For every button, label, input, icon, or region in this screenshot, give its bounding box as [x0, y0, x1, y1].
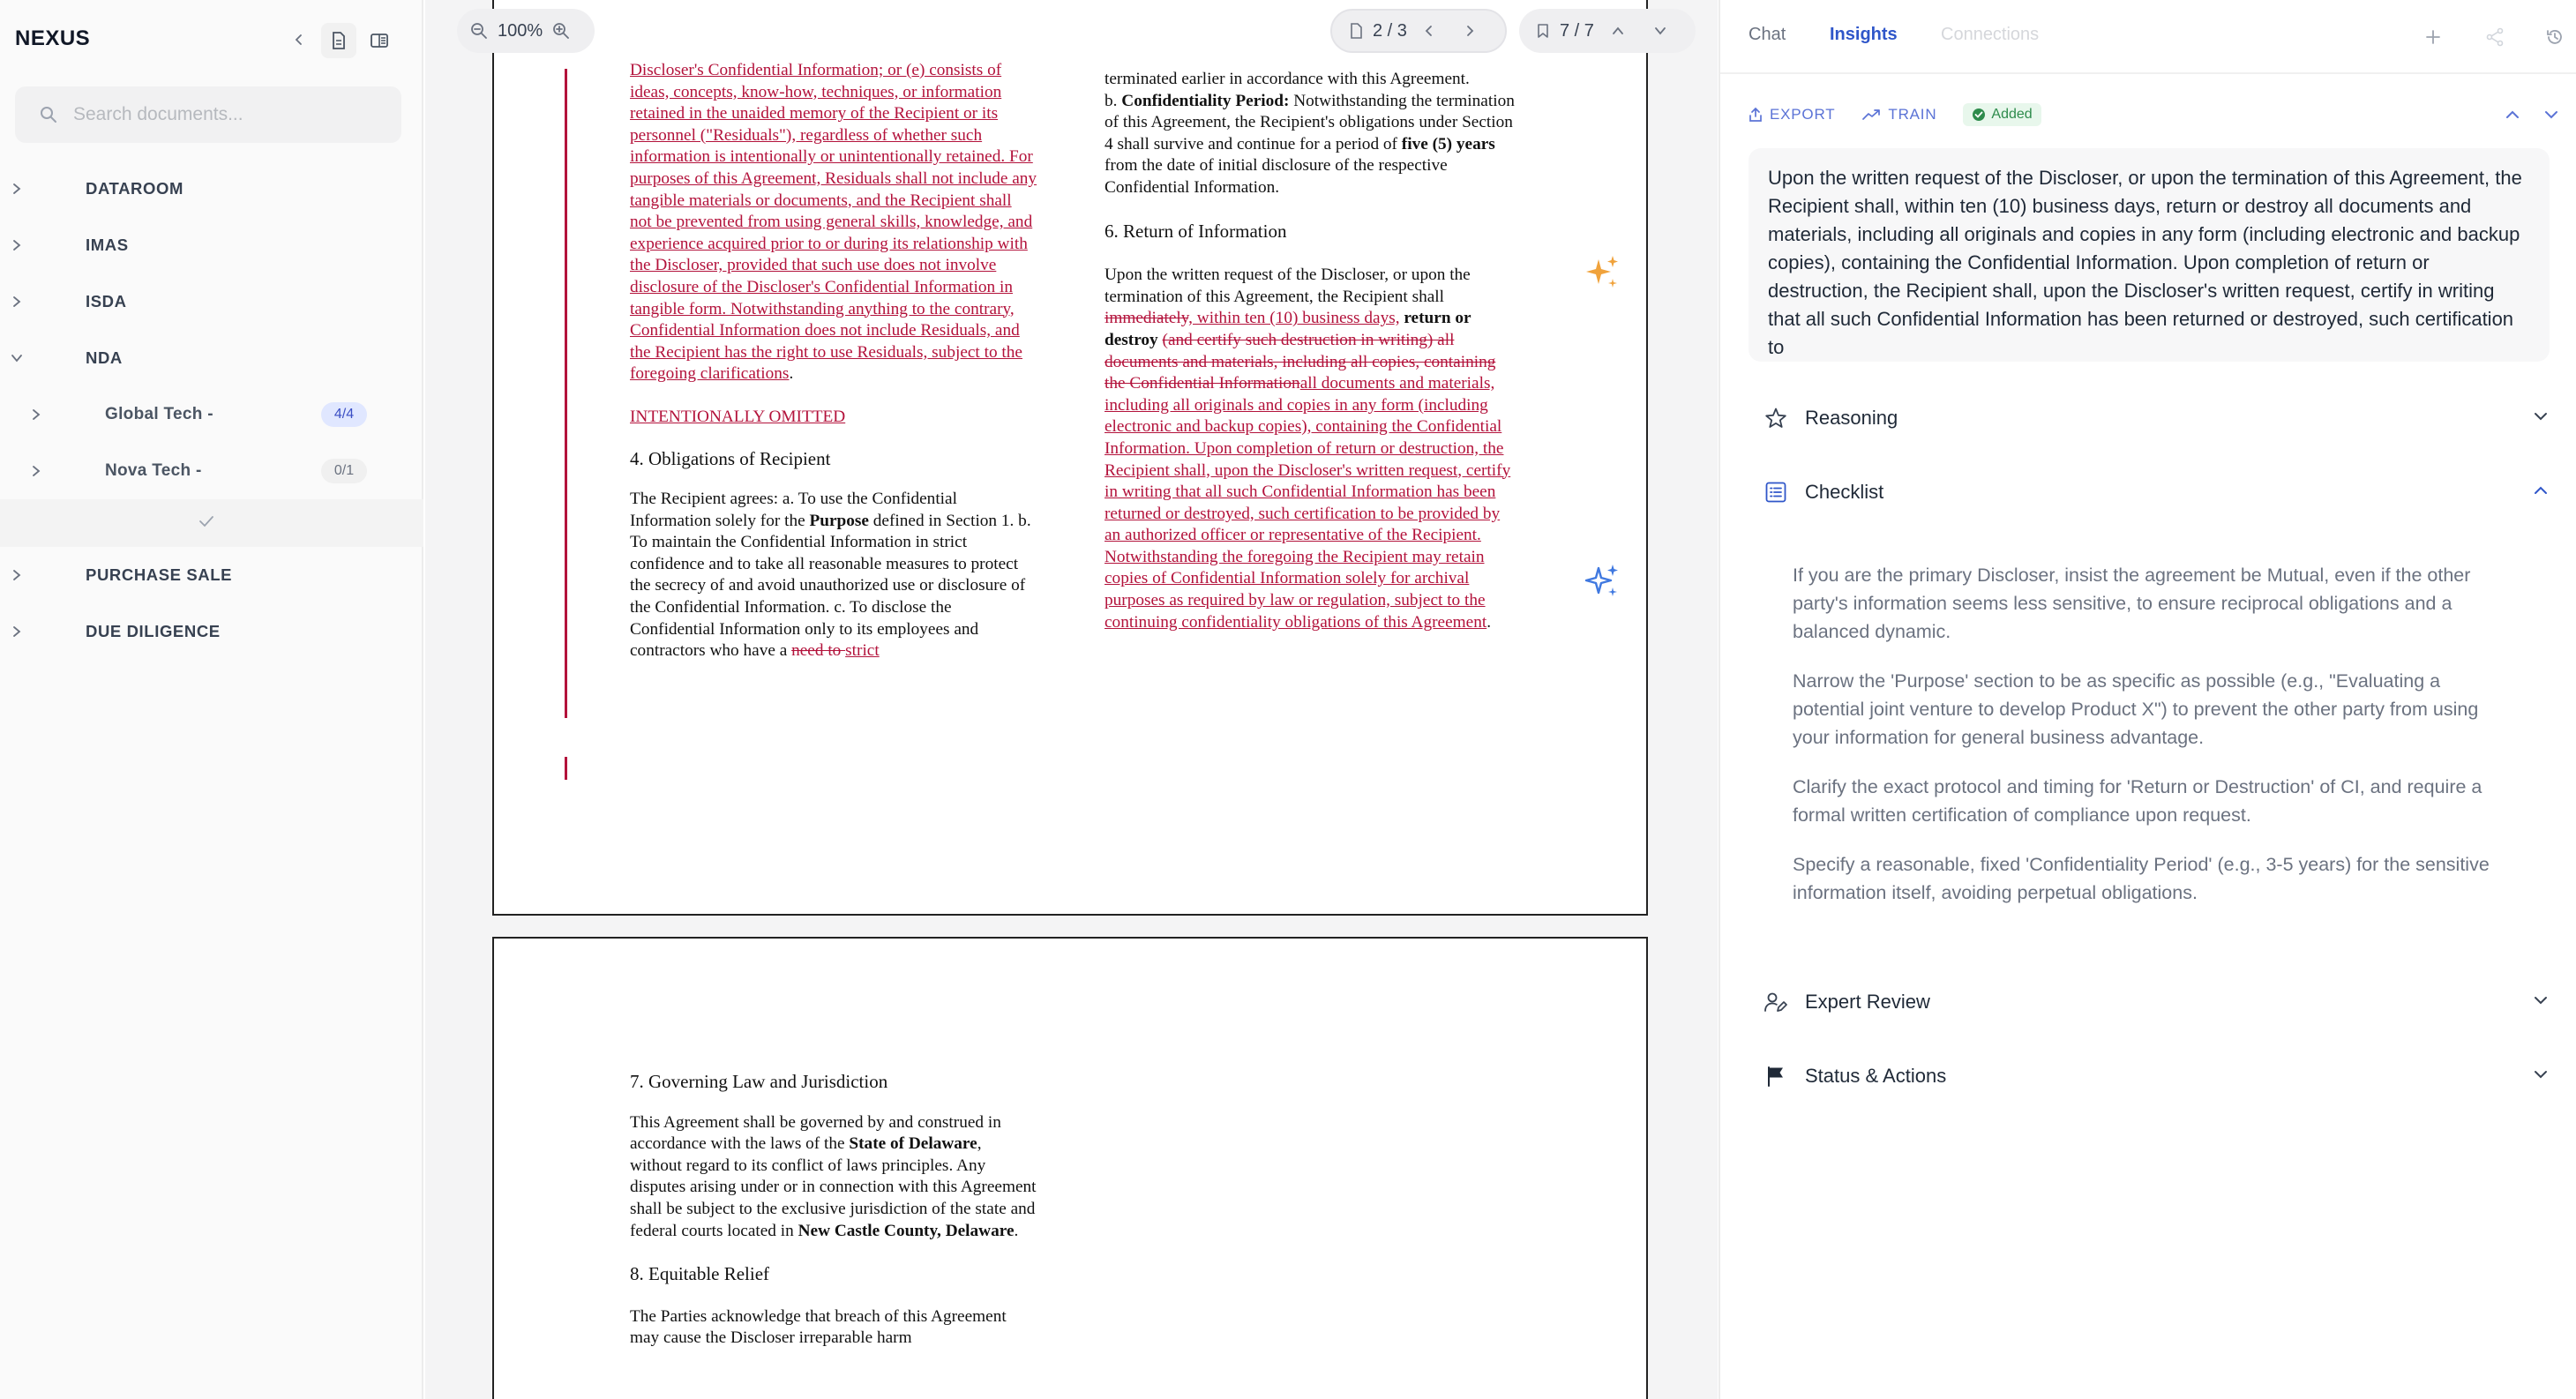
- tab-connections[interactable]: Connections: [1941, 25, 2040, 44]
- document-tree: [0, 161, 423, 660]
- checklist: [1793, 561, 2498, 928]
- search-box[interactable]: [15, 86, 401, 143]
- chevron-right-icon: [7, 622, 26, 641]
- zoom-level: 100%: [498, 20, 543, 41]
- column-left: [630, 1071, 1037, 1350]
- history-icon: [2545, 27, 2565, 47]
- prev-page-button[interactable]: [1416, 18, 1442, 44]
- train-label: TRAIN: [1888, 106, 1937, 123]
- checklist-section-header[interactable]: [1763, 466, 2550, 519]
- folder-label: NDA: [86, 348, 123, 367]
- share-icon: [2485, 27, 2505, 47]
- tab-chat[interactable]: Chat: [1749, 25, 1786, 44]
- folder-label: PURCHASE SALE: [86, 565, 233, 584]
- redline-deletion: (and certify such destruction in writing) all documents and materials, including all copies, containing the Confidential Information: [1105, 330, 1496, 393]
- redline-deletion: need to: [791, 641, 846, 661]
- chevron-up-icon: [2532, 484, 2550, 501]
- chevron-right-icon: [7, 292, 26, 311]
- zoom-out-icon: [470, 22, 488, 40]
- page-indicator: 2 / 3: [1373, 20, 1407, 41]
- change-bar: [565, 69, 567, 718]
- folder-nda[interactable]: [0, 330, 423, 386]
- section-body: The Recipient agrees: a. To use the Confidential Information solely for the Purpose defined in Section 1. b. To maintain the Confidential Information in strict confidence and to take all reasonable measures to protect the secrecy of and avoid unauthorized use or disclosure of the Confidential Information. c. To disclose the Confidential Information only to its employees and contractors who have a need to strict: [630, 490, 1031, 661]
- redline-insertion: Discloser's Confidential Information; or (e) consists of ideas, concepts, know-how, techniques, or information retained in the unaided memory of the Recipient or its personnel ("Residuals"), regardless of whether such information is intentionally or unintentionally retained. For purposes of this Agreement, Residuals shall not include any tangible materials or documents, and the Recipient shall not be prevented from using general skills, knowledge, and experience acquired prior to or during its relationship with the Discloser, provided that such use does not involve disclosure of the Discloser's Confidential Information in tangible form. Notwithstanding anything to the contrary, Confidential Information does not include Residuals, and the Recipient has the right to use Residuals, subject to the foregoing clarifications: [630, 61, 1037, 384]
- progress-badge: 4/4: [321, 402, 367, 427]
- chevron-right-icon: [26, 461, 46, 481]
- export-button[interactable]: [1749, 106, 1835, 123]
- chevron-right-icon: [26, 405, 46, 424]
- split-view-button[interactable]: [362, 23, 397, 58]
- folder-purchase-sale[interactable]: [0, 547, 423, 603]
- chevron-left-icon: [1424, 25, 1434, 37]
- chevron-up-icon: [2504, 99, 2521, 131]
- paragraph: terminated earlier in accordance with this Agreement.: [1105, 70, 1470, 88]
- prev-change-button[interactable]: [1605, 18, 1631, 44]
- export-icon: [1749, 107, 1763, 123]
- document-page: [492, 0, 1648, 916]
- checklist-item: Specify a reasonable, fixed 'Confidentiality Period' (e.g., 3-5 years) for the sensitive information itself, avoiding perpetual obligations.: [1793, 854, 2490, 903]
- chevron-down-icon: [2532, 410, 2550, 427]
- tab-insights[interactable]: Insights: [1830, 25, 1898, 44]
- document-page: [492, 937, 1648, 1399]
- insights-panel: [1719, 0, 2576, 1399]
- confirm-row[interactable]: [0, 499, 423, 547]
- section-heading: 8. Equitable Relief: [630, 1263, 770, 1285]
- document-global-tech[interactable]: [0, 386, 423, 443]
- panel-tabs: [1720, 0, 2576, 74]
- ai-sparkle-icon[interactable]: [1583, 254, 1621, 293]
- page-navigator: [1330, 9, 1507, 53]
- chevron-right-icon: [7, 179, 26, 198]
- zoom-in-button[interactable]: [548, 18, 574, 44]
- added-status-badge: [1963, 103, 2041, 126]
- redline-insertion: all documents and materials, including all originals and copies in any form (including electronic and backup copies), containing the Confidential Information. Upon completion of return or destruction, the Recipient shall, upon the Discloser's written request, certify in writing that all such Confidential Information has been returned or destroyed, such certification to be provided by an authorized officer or representative of the Recipient. Notwithstanding the foregoing the Recipient may retain copies of Confidential Information solely for archival purposes as required by law or regulation, subject to the continuing confidentiality obligations of this Agreement: [1105, 374, 1511, 632]
- section-title: Reasoning: [1805, 407, 1898, 429]
- previous-insight-button[interactable]: [2504, 99, 2521, 135]
- folder-label: DUE DILIGENCE: [86, 622, 221, 640]
- chevron-down-icon: [2532, 994, 2550, 1011]
- document-label: Global Tech -: [105, 405, 213, 423]
- omitted-note: INTENTIONALLY OMITTED: [630, 407, 846, 426]
- plus-icon: [2424, 28, 2442, 46]
- history-button[interactable]: [2539, 21, 2571, 53]
- chevron-right-icon: [1464, 25, 1475, 37]
- checklist-item: Clarify the exact protocol and timing for 'Return or Destruction' of CI, and require a formal written certification of compliance upon request.: [1793, 776, 2482, 826]
- next-change-button[interactable]: [1647, 18, 1674, 44]
- section-title: Expert Review: [1805, 991, 1930, 1013]
- checklist-item: If you are the primary Discloser, insist the agreement be Mutual, even if the other party's information seems less sensitive, to ensure reciprocal obligations and a balanced dynamic.: [1793, 565, 2471, 642]
- page-icon: [1343, 18, 1369, 44]
- document-icon: [330, 31, 348, 50]
- section-body: Upon the written request of the Discloser, or upon the termination of this Agreement, the Recipient shall immediately, within ten (10) business days, return or destroy (and certify such destruction in writing) all documents and materials, including all copies, containing the Confidential Informationall documents and materials, including all originals and copies in any form (including electronic and backup copies), containing the Confidential Information. Upon completion of return or destruction, the Recipient shall, upon the Discloser's written request, certify in writing that all such Confidential Information has been returned or destroyed, such certification to be provided by an authorized officer or representative of the Recipient. Notwithstanding the foregoing the Recipient may retain copies of Confidential Information solely for archival purposes as required by law or regulation, subject to the continuing confidentiality obligations of this Agreement.: [1105, 266, 1511, 632]
- section-heading: 7. Governing Law and Jurisdiction: [630, 1071, 888, 1092]
- trend-icon: [1861, 108, 1881, 121]
- progress-badge: 0/1: [321, 459, 367, 483]
- folder-label: DATAROOM: [86, 179, 183, 198]
- folder-dataroom[interactable]: [0, 161, 423, 217]
- section-title: Checklist: [1805, 481, 1884, 503]
- reasoning-section-header[interactable]: [1763, 392, 2550, 445]
- sidebar-header: [0, 0, 423, 79]
- check-circle-icon: [1972, 108, 1986, 122]
- share-button[interactable]: [2479, 21, 2511, 53]
- chevron-down-icon: [7, 348, 26, 368]
- user-edit-icon: [1763, 989, 1789, 1015]
- change-navigator: [1519, 9, 1696, 53]
- expert-review-section-header[interactable]: [1763, 976, 2550, 1029]
- document-viewer[interactable]: [425, 0, 1718, 1399]
- chevron-down-icon: [1654, 26, 1666, 36]
- change-indicator: 7 / 7: [1560, 20, 1594, 41]
- split-view-icon: [370, 32, 389, 49]
- chevron-down-icon: [2532, 1068, 2550, 1085]
- section-heading: 6. Return of Information: [1105, 220, 1287, 242]
- section-title: Status & Actions: [1805, 1065, 1947, 1087]
- folder-isda[interactable]: [0, 273, 423, 330]
- document-label: Nova Tech -: [105, 461, 202, 480]
- chevron-down-icon: [2542, 99, 2560, 131]
- zoom-in-icon: [552, 22, 570, 40]
- zoom-out-button[interactable]: [466, 18, 492, 44]
- checkmark-icon: [198, 514, 215, 533]
- change-bar: [565, 757, 567, 780]
- folder-label: IMAS: [86, 236, 129, 254]
- viewer-toolbar: [425, 0, 1718, 62]
- chevron-left-icon: [293, 34, 305, 46]
- new-button[interactable]: [2417, 21, 2449, 53]
- added-label: Added: [1991, 107, 2033, 122]
- document-nova-tech[interactable]: [0, 443, 423, 499]
- flag-icon: [1763, 1063, 1789, 1089]
- column-right: [1105, 69, 1517, 633]
- search-icon: [40, 106, 57, 123]
- star-icon: [1763, 405, 1789, 431]
- folder-imas[interactable]: [0, 217, 423, 273]
- section-heading: 4. Obligations of Recipient: [630, 447, 831, 469]
- folder-label: ISDA: [86, 292, 127, 310]
- section-body: The Parties acknowledge that breach of this Agreement may cause the Discloser irreparable harm: [630, 1306, 1007, 1348]
- app-logo: NEXUS: [15, 26, 91, 50]
- status-actions-section-header[interactable]: [1763, 1050, 2550, 1103]
- chevron-up-icon: [1612, 26, 1624, 36]
- section-body: This Agreement shall be governed by and construed in accordance with the laws of the State of Delaware, without regard to its conflict of laws principles. Any disputes arising under or in connection with this Agreement shall be subject to the exclusive jurisdiction of the state and federal courts located in New Castle County, Delaware.: [630, 1112, 1037, 1240]
- redline-insertion: , within ten (10) business days,: [1188, 309, 1400, 328]
- next-page-button[interactable]: [1456, 18, 1483, 44]
- redline-insertion: strict: [845, 641, 880, 661]
- next-insight-button[interactable]: [2542, 99, 2560, 135]
- paragraph: b. Confidentiality Period: Notwithstanding the termination of this Agreement, the Recipient's obligations under Section 4 shall survive and continue for a period of five (5) years from the date of initial disclosure of the respective Confidential Information.: [1105, 91, 1515, 197]
- redline-deletion: immediately: [1105, 309, 1189, 328]
- ai-sparkle-icon[interactable]: [1583, 563, 1621, 602]
- clause-actions: [1749, 99, 2560, 131]
- checklist-icon: [1763, 479, 1789, 505]
- train-button[interactable]: [1861, 106, 1936, 123]
- folder-due-diligence[interactable]: [0, 603, 423, 660]
- search-input[interactable]: [73, 104, 391, 125]
- export-label: EXPORT: [1770, 106, 1836, 123]
- collapse-sidebar-button[interactable]: [284, 25, 314, 55]
- checklist-item: Narrow the 'Purpose' section to be as specific as possible (e.g., "Evaluating a potential joint venture to develop Product X") to prevent the other party from using your information for general business advantage.: [1793, 670, 2479, 748]
- column-left: Discloser's Confidential Information; or (e) consists of ideas, concepts, know-how, techniques, or information retained in the unaided memory of the Recipient or its personnel ("Residuals"), regardless of whether such information is intentionally or unintentionally retained. For purposes of this Agreement, Residuals shall not include any tangible materials or documents, and the Recipient shall not be prevented from using general skills, knowledge, and experience acquired prior to or during its relationship with the Discloser, provided that such use does not involve disclosure of the Discloser's Confidential Information in tangible form. Notwithstanding anything to the contrary, Confidential Information does not include Residuals, and the Recipient has the right to use Residuals, subject to the foregoing clarifications. INTENTIONALLY OMITTED 4. Obligations of Recipient The Recipient agrees: a. To use the Confidential Information solely for the Purpose defined in Section 1. b. To maintain the Confidential Information in strict confidence and to take all reasonable measures to protect the secrecy of and avoid unauthorized use or disclosure of the Confidential Information. c. To disclose the Confidential Information only to its employees and contractors who have a need to strict: [630, 60, 1037, 662]
- clause-text: Upon the written request of the Discloser, or upon the termination of this Agreement, the Recipient shall, within ten (10) business days, return or destroy all documents and materials, including all originals and copies in any form (including electronic and backup copies), containing the Confidential Information. Upon completion of return or destruction, the Recipient shall, upon the Discloser's written request, certify in writing that all such Confidential Information has been returned or destroyed, such certification to: [1749, 148, 2550, 362]
- sidebar: [0, 0, 423, 1399]
- bookmark-icon: [1530, 18, 1556, 44]
- chevron-right-icon: [7, 236, 26, 255]
- single-view-button[interactable]: [321, 23, 356, 58]
- chevron-right-icon: [7, 565, 26, 585]
- zoom-control: [457, 9, 595, 53]
